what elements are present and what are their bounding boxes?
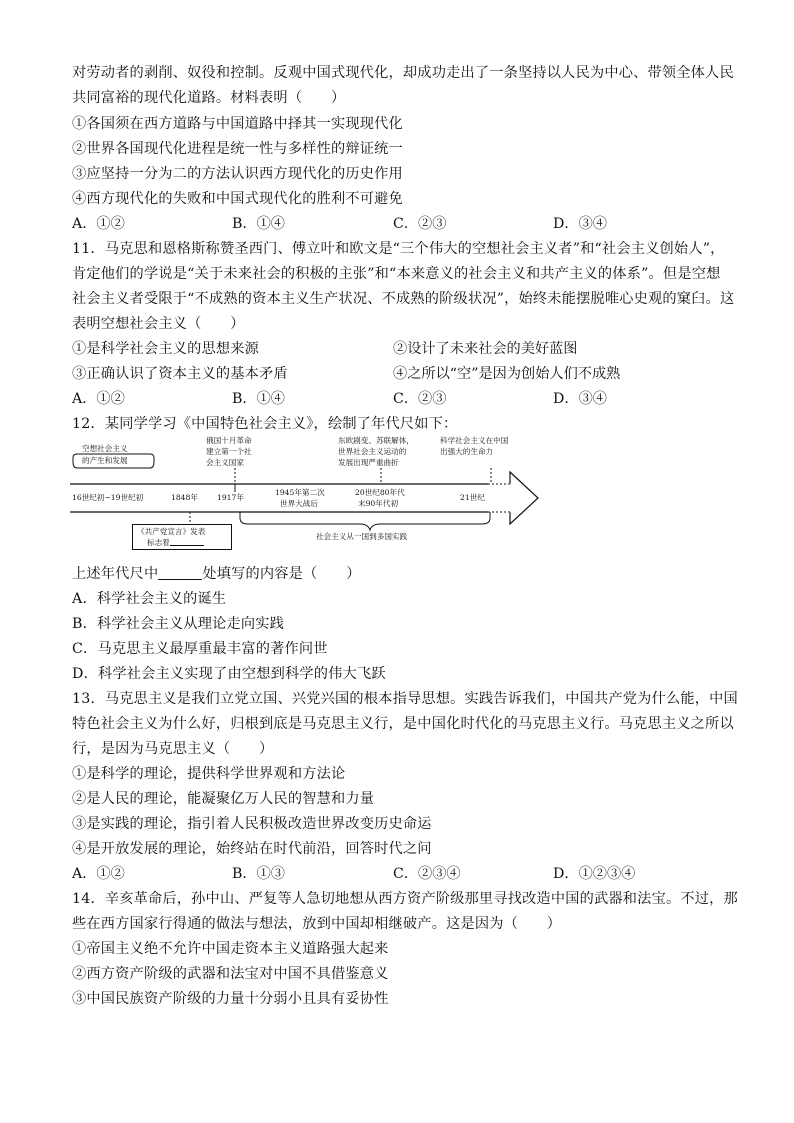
timeline-figure [70, 432, 542, 556]
q10-option-b[interactable]: B．①④ [232, 216, 285, 232]
q11-stem-line-4: 表明空想社会主义（ ） [72, 316, 245, 332]
q11-option-d[interactable]: D．③④ [553, 391, 607, 407]
q13-item-3: ③是实践的理论，指引着人民积极改造世界改变历史命运 [72, 816, 432, 832]
timeline-blank [170, 537, 204, 546]
q11-stem-line-3: 社会主义者受限于“不成熟的资本主义生产状况、不成熟的阶级状况”，始终未能摆脱唯心史观的窠臼。这 [72, 291, 735, 307]
q14-item-2: ②西方资产阶级的武器和法宝对中国不具借鉴意义 [72, 966, 389, 982]
q10-item-2: ②世界各国现代化进程是统一性与多样性的辩证统一 [72, 141, 403, 157]
q13-stem-line-1: 13．马克思主义是我们立党立国、兴党兴国的根本指导思想。实践告诉我们，中国共产党为什么能，中国 [72, 691, 738, 707]
q10-option-a[interactable]: A．①② [72, 216, 125, 232]
timeline-manifesto-line1: 《共产党宣言》发表 [137, 527, 206, 536]
timeline-label-eastern-europe-line3: 发展出现严重曲折 [338, 458, 399, 467]
timeline-label-october-line2: 建立第一个社 [206, 447, 252, 456]
timeline-label-utopian-line1: 空想社会主义 [82, 444, 128, 453]
q12-option-c[interactable]: C．马克思主义最厚重最丰富的著作问世 [72, 641, 328, 657]
q13-item-1: ①是科学的理论，提供科学世界观和方法论 [72, 766, 346, 782]
timeline-axis-16th-century: 16世纪初~19世纪初 [72, 493, 144, 502]
q10-item-3: ③应坚持一分为二的方法认识西方现代化的历史作用 [72, 166, 403, 182]
q12-answer-blank [158, 567, 202, 580]
timeline-label-eastern-europe-line2: 世界社会主义运动的 [338, 447, 407, 456]
q13-item-2: ②是人民的理论，能凝聚亿万人民的智慧和力量 [72, 791, 375, 807]
q10-stem-line-1: 对劳动者的剥削、奴役和控制。反观中国式现代化，却成功走出了一条坚持以人民为中心、带领全体人民 [72, 65, 734, 81]
q13-item-4: ④是开放发展的理论，始终站在时代前沿，回答时代之问 [72, 841, 432, 857]
q14-stem-line-1: 14．辛亥革命后，孙中山、严复等人急切地想从西方资产阶级那里寻找改造中国的武器和法宝。不过，那 [72, 891, 738, 907]
timeline-manifesto-prefix: 标志着 [147, 538, 170, 547]
q13-stem-line-2: 特色社会主义为什么好，归根到底是马克思主义行，是中国化时代化的马克思主义行。马克思主义之所以 [72, 716, 734, 732]
q13-option-d[interactable]: D．①②③④ [553, 866, 636, 882]
q11-item-1: ①是科学社会主义的思想来源 [72, 341, 260, 357]
q11-option-b[interactable]: B．①④ [232, 391, 285, 407]
q12-question-line [72, 565, 361, 583]
timeline-manifesto-box [132, 524, 232, 550]
timeline-label-eastern-europe-line1: 东欧剧变、苏联解体， [338, 436, 414, 445]
q10-item-1: ①各国须在西方道路与中国道路中择其一实现现代化 [72, 116, 403, 132]
timeline-axis-21st-century: 21世纪 [460, 493, 485, 502]
q11-option-a[interactable]: A．①② [72, 391, 125, 407]
q11-stem-line-2: 肯定他们的学说是“关于未来社会的积极的主张”和“本来意义的社会主义和共产主义的体系”。但是空想 [72, 266, 721, 282]
timeline-axis-1848: 1848年 [171, 493, 198, 502]
q13-stem-line-3: 行，是因为马克思主义（ ） [72, 741, 274, 757]
timeline-axis-1945-line2: 世界大战后 [280, 499, 318, 508]
q10-option-c[interactable]: C．②③ [393, 216, 447, 232]
q12-question-prefix: 上述年代尺中 [72, 566, 159, 582]
q10-option-d[interactable]: D．③④ [553, 216, 607, 232]
q13-option-a[interactable]: A．①② [72, 866, 125, 882]
q11-stem-line-1: 11．马克思和恩格斯称赞圣西门、傅立叶和欧文是“三个伟大的空想社会主义者”和“社会主义创始人”， [72, 241, 725, 257]
timeline-axis-1980s-line1: 20世纪80年代 [355, 488, 405, 497]
q10-stem-line-2: 共同富裕的现代化道路。材料表明（ ） [72, 90, 346, 106]
timeline-axis-1917: 1917年 [217, 493, 244, 502]
timeline-label-utopian-line2: 的产生和发展 [82, 456, 128, 465]
timeline-one-to-many-label: 社会主义从一国到多国实践 [316, 532, 408, 541]
q13-option-c[interactable]: C．②③④ [393, 866, 461, 882]
q12-question-suffix: 处填写的内容是（ ） [202, 566, 361, 582]
q11-item-4: ④之所以“空”是因为创始人们不成熟 [393, 366, 621, 382]
q13-option-b[interactable]: B．①③ [232, 866, 285, 882]
q12-option-a[interactable]: A．科学社会主义的诞生 [72, 591, 227, 607]
q14-stem-line-2: 些在西方国家行得通的做法与想法，放到中国却相继破产。这是因为（ ） [72, 916, 562, 932]
q14-item-3: ③中国民族资产阶级的力量十分弱小且具有妥协性 [72, 991, 389, 1007]
q11-option-c[interactable]: C．②③ [393, 391, 447, 407]
q10-item-4: ④西方现代化的失败和中国式现代化的胜利不可避免 [72, 191, 403, 207]
timeline-label-october-line1: 俄国十月革命 [206, 436, 252, 445]
q12-stem-line-1: 12．某同学学习《中国特色社会主义》，绘制了年代尺如下： [72, 416, 458, 432]
q11-item-3: ③正确认识了资本主义的基本矛盾 [72, 366, 288, 382]
timeline-axis-1945-line1: 1945年第二次 [275, 488, 325, 497]
timeline-label-china-line2: 出强大的生命力 [440, 447, 494, 456]
q14-item-1: ①帝国主义绝不允许中国走资本主义道路强大起来 [72, 941, 389, 957]
timeline-label-china-line1: 科学社会主义在中国 [440, 436, 509, 445]
timeline-label-october-line3: 会主义国家 [206, 458, 244, 467]
q12-option-b[interactable]: B．科学社会主义从理论走向实践 [72, 616, 285, 632]
q12-option-d[interactable]: D．科学社会主义实现了由空想到科学的伟大飞跃 [72, 666, 386, 682]
timeline-axis-1980s-line2: 末90年代初 [358, 499, 399, 508]
timeline-manifesto-line2 [137, 537, 227, 548]
q11-item-2: ②设计了未来社会的美好蓝图 [393, 341, 578, 357]
